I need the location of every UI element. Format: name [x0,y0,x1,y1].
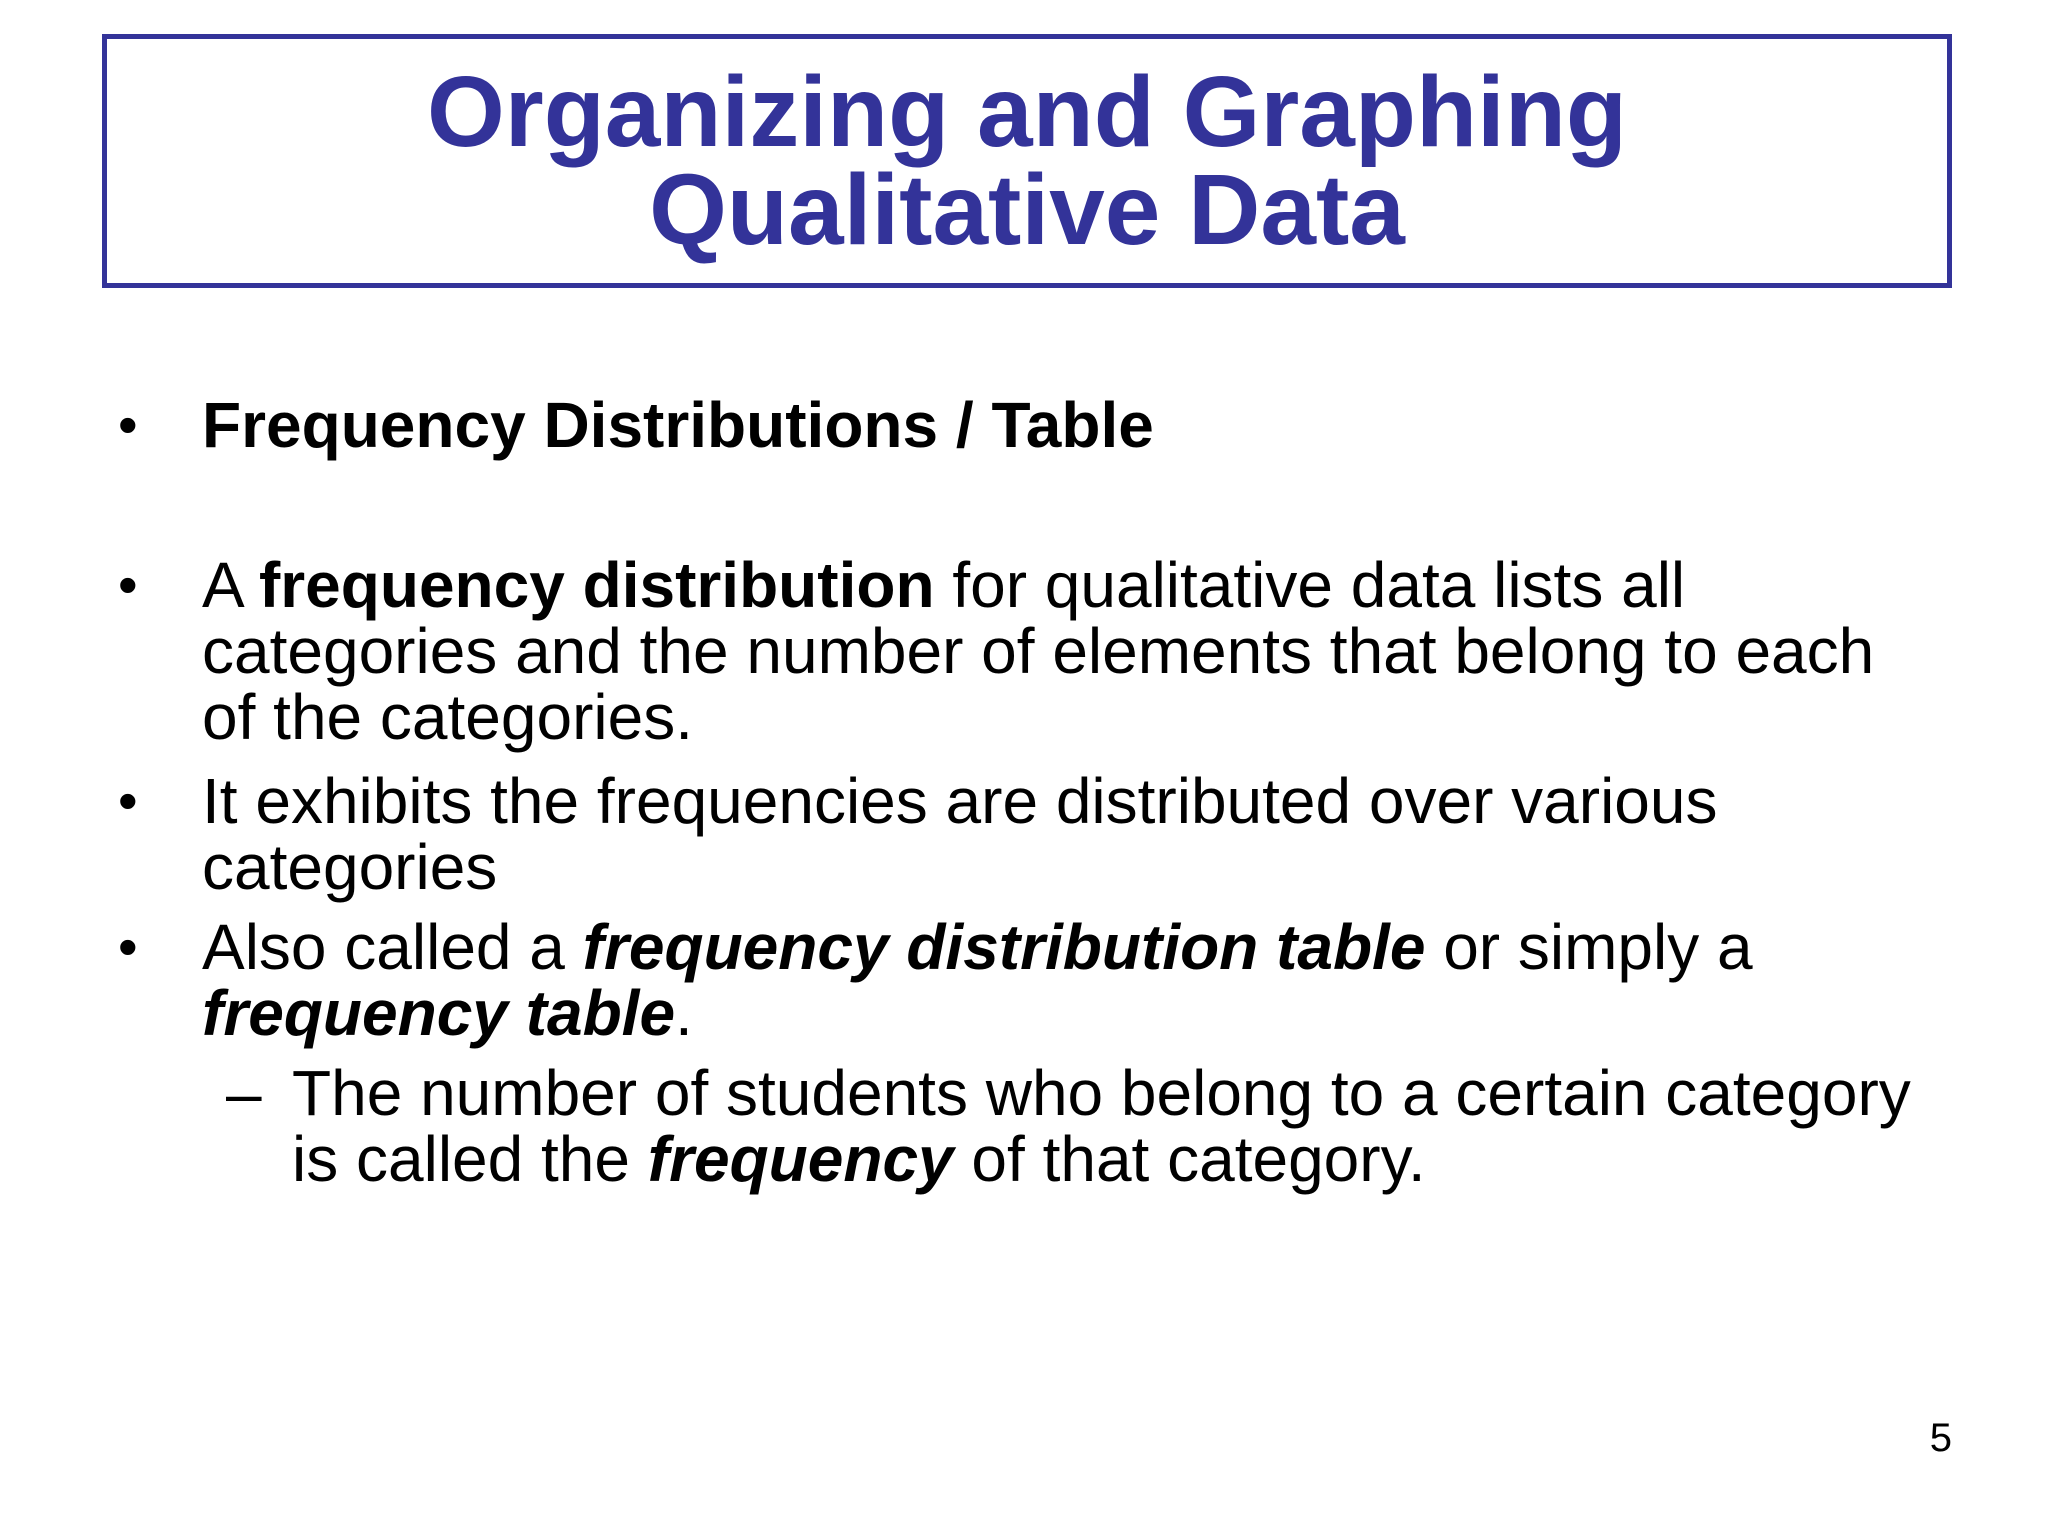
slide-title-line-1: Organizing and Graphing [427,56,1627,168]
term-frequency-table: frequency table [202,977,676,1049]
bullet-text: It exhibits the frequencies are distributed over various categories [202,765,1718,903]
text-run: of that category. [953,1123,1426,1195]
bullet-text [202,549,1922,753]
text-run: The number of students who belong to a certain category is called the [292,1057,1911,1195]
bullet-mark: • [118,553,138,616]
text-run: Also called a [202,911,583,983]
sub-bullet-text [292,1057,1912,1195]
text-run: . [675,977,693,1049]
sub-bullet-mark: – [226,1057,262,1129]
text-run: for qualitative data lists all categories and the number of elements that belong to each of the categories. [202,549,1875,753]
bullet-mark: • [118,769,138,832]
bullet-text: Frequency Distributions / Table [202,389,1154,461]
term-frequency: frequency [647,1123,954,1195]
slide-title-line-2: Qualitative Data [649,154,1405,266]
bullet-text [202,911,1922,1049]
term-frequency-distribution-table: frequency distribution table [582,911,1426,983]
page-number: 5 [1929,1416,1952,1460]
bullet-mark: • [118,915,138,978]
term-frequency-distribution: frequency distribution [258,549,935,621]
title-box [102,34,1952,288]
text-run: or simply a [1425,911,1753,983]
bullet-mark: • [118,393,138,456]
text-run: A [202,549,259,621]
